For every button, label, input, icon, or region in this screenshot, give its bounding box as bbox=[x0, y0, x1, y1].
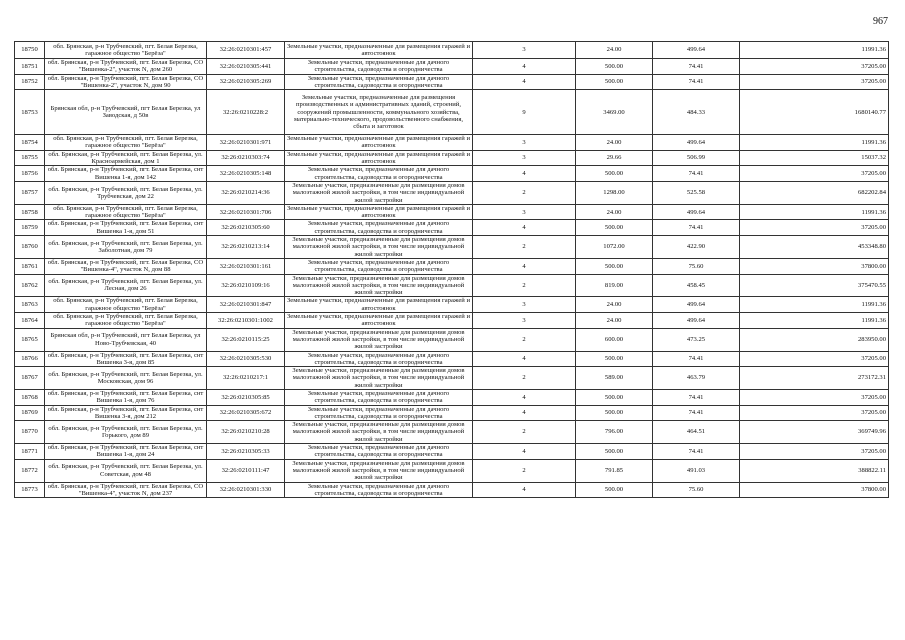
specific-value-cell: 499.64 bbox=[653, 42, 740, 59]
row-number: 18761 bbox=[15, 258, 45, 274]
specific-value-cell: 491.03 bbox=[653, 459, 740, 482]
table-row bbox=[15, 42, 889, 59]
cadastral-number-cell: 32:26:0210305:33 bbox=[207, 444, 285, 460]
cadastral-value-cell: 37205.00 bbox=[740, 59, 889, 75]
land-use-cell: Земельные участки, предназначенные для дачного строительства, садоводства и огородничества bbox=[285, 482, 473, 498]
cadastral-value-cell: 273172.31 bbox=[740, 367, 889, 390]
table-row bbox=[15, 482, 889, 498]
land-use-cell: Земельные участки, предназначенные для размещения гаражей и автостоянок bbox=[285, 42, 473, 59]
row-number: 18770 bbox=[15, 421, 45, 444]
use-group-cell: 3 bbox=[473, 150, 576, 166]
area-cell: 24.00 bbox=[576, 313, 653, 329]
address-cell: Брянская обл, р-н Трубчевский, пгт Белая Березка, ул Ново-Трубчевская, 40 bbox=[45, 328, 207, 351]
address-cell: обл. Брянская, р-н Трубчевский, пгт. Белая Березка, снт Вишенка 3-я, дом 85 bbox=[45, 351, 207, 367]
cadastral-number-cell: 32:26:0210305:441 bbox=[207, 59, 285, 75]
table-row bbox=[15, 274, 889, 297]
specific-value-cell: 74.41 bbox=[653, 166, 740, 182]
cadastral-value-cell: 37205.00 bbox=[740, 405, 889, 421]
specific-value-cell: 74.41 bbox=[653, 351, 740, 367]
specific-value-cell: 74.41 bbox=[653, 444, 740, 460]
row-number: 18764 bbox=[15, 313, 45, 329]
row-number: 18756 bbox=[15, 166, 45, 182]
use-group-cell: 4 bbox=[473, 405, 576, 421]
area-cell: 500.00 bbox=[576, 351, 653, 367]
area-cell: 500.00 bbox=[576, 74, 653, 90]
cadastral-value-cell: 37800.00 bbox=[740, 482, 889, 498]
specific-value-cell: 74.41 bbox=[653, 74, 740, 90]
land-registry-table bbox=[14, 41, 889, 498]
row-number: 18752 bbox=[15, 74, 45, 90]
address-cell: обл. Брянская, р-н Трубчевский, пгт. Белая Березка, гаражное общество "Берёза" bbox=[45, 42, 207, 59]
address-cell: обл. Брянская, р-н Трубчевский, пгт. Белая Березка, ул. Московская, дом 96 bbox=[45, 367, 207, 390]
use-group-cell: 4 bbox=[473, 444, 576, 460]
cadastral-number-cell: 32:26:0210228:2 bbox=[207, 90, 285, 135]
land-use-cell: Земельные участки, предназначенные для размещения домов малоэтажной жилой застройки, в том числе индивидуальной жилой застройки bbox=[285, 181, 473, 204]
row-number: 18772 bbox=[15, 459, 45, 482]
cadastral-number-cell: 32:26:0210305:530 bbox=[207, 351, 285, 367]
row-number: 18753 bbox=[15, 90, 45, 135]
cadastral-number-cell: 32:26:0210303:74 bbox=[207, 150, 285, 166]
land-use-cell: Земельные участки, предназначенные для размещения производственных и административных зданий, строений, сооружений промышленности, коммунального хозяйства, материально-технического, продовольственного снабжения, сбыта и заготовок bbox=[285, 90, 473, 135]
cadastral-number-cell: 32:26:0210214:36 bbox=[207, 181, 285, 204]
specific-value-cell: 463.79 bbox=[653, 367, 740, 390]
cadastral-number-cell: 32:26:0210111:47 bbox=[207, 459, 285, 482]
land-use-cell: Земельные участки, предназначенные для дачного строительства, садоводства и огородничества bbox=[285, 220, 473, 236]
specific-value-cell: 525.58 bbox=[653, 181, 740, 204]
cadastral-number-cell: 32:26:0210301:971 bbox=[207, 135, 285, 151]
specific-value-cell: 464.51 bbox=[653, 421, 740, 444]
specific-value-cell: 499.64 bbox=[653, 204, 740, 220]
address-cell: обл. Брянская, р-н Трубчевский, пгт. Белая Березка, гаражное общество "Берёза" bbox=[45, 297, 207, 313]
use-group-cell: 3 bbox=[473, 297, 576, 313]
use-group-cell: 4 bbox=[473, 59, 576, 75]
cadastral-value-cell: 11991.36 bbox=[740, 313, 889, 329]
table-row bbox=[15, 328, 889, 351]
land-use-cell: Земельные участки, предназначенные для размещения гаражей и автостоянок bbox=[285, 204, 473, 220]
cadastral-number-cell: 32:26:0210305:672 bbox=[207, 405, 285, 421]
cadastral-number-cell: 32:26:0210305:85 bbox=[207, 389, 285, 405]
area-cell: 500.00 bbox=[576, 166, 653, 182]
address-cell: обл. Брянская, р-н Трубчевский, пгт. Белая Березка, ул. Лесная, дом 26 bbox=[45, 274, 207, 297]
area-cell: 500.00 bbox=[576, 482, 653, 498]
area-cell: 796.00 bbox=[576, 421, 653, 444]
table-row bbox=[15, 389, 889, 405]
area-cell: 500.00 bbox=[576, 444, 653, 460]
specific-value-cell: 75.60 bbox=[653, 482, 740, 498]
land-use-cell: Земельные участки, предназначенные для размещения домов малоэтажной жилой застройки, в том числе индивидуальной жилой застройки bbox=[285, 236, 473, 259]
cadastral-value-cell: 37205.00 bbox=[740, 351, 889, 367]
land-use-cell: Земельные участки, предназначенные для дачного строительства, садоводства и огородничества bbox=[285, 444, 473, 460]
area-cell: 24.00 bbox=[576, 135, 653, 151]
cadastral-value-cell: 11991.36 bbox=[740, 204, 889, 220]
address-cell: обл. Брянская, р-н Трубчевский, пгт. Белая Березка, снт Вишенка 3-я, дом 212 bbox=[45, 405, 207, 421]
specific-value-cell: 499.64 bbox=[653, 297, 740, 313]
cadastral-value-cell: 682202.84 bbox=[740, 181, 889, 204]
area-cell: 500.00 bbox=[576, 220, 653, 236]
cadastral-number-cell: 32:26:0210217:1 bbox=[207, 367, 285, 390]
table-row bbox=[15, 181, 889, 204]
address-cell: обл. Брянская, р-н Трубчевский, пгт. Белая Березка, СО "Вишенка-2", участок N, дом 90 bbox=[45, 74, 207, 90]
row-number: 18766 bbox=[15, 351, 45, 367]
area-cell: 500.00 bbox=[576, 405, 653, 421]
page-number: 967 bbox=[873, 16, 888, 27]
table-row bbox=[15, 150, 889, 166]
cadastral-value-cell: 11991.36 bbox=[740, 42, 889, 59]
row-number: 18769 bbox=[15, 405, 45, 421]
cadastral-number-cell: 32:26:0210301:1002 bbox=[207, 313, 285, 329]
land-use-cell: Земельные участки, предназначенные для дачного строительства, садоводства и огородничества bbox=[285, 166, 473, 182]
address-cell: обл. Брянская, р-н Трубчевский, пгт. Белая Березка, гаражное общество "Берёза" bbox=[45, 204, 207, 220]
land-use-cell: Земельные участки, предназначенные для дачного строительства, садоводства и огородничества bbox=[285, 74, 473, 90]
land-use-cell: Земельные участки, предназначенные для дачного строительства, садоводства и огородничества bbox=[285, 59, 473, 75]
table-row bbox=[15, 90, 889, 135]
use-group-cell: 2 bbox=[473, 459, 576, 482]
table-row bbox=[15, 204, 889, 220]
row-number: 18765 bbox=[15, 328, 45, 351]
use-group-cell: 3 bbox=[473, 313, 576, 329]
row-number: 18755 bbox=[15, 150, 45, 166]
land-use-cell: Земельные участки, предназначенные для размещения гаражей и автостоянок bbox=[285, 297, 473, 313]
use-group-cell: 4 bbox=[473, 166, 576, 182]
specific-value-cell: 422.90 bbox=[653, 236, 740, 259]
land-use-cell: Земельные участки, предназначенные для размещения домов малоэтажной жилой застройки, в том числе индивидуальной жилой застройки bbox=[285, 274, 473, 297]
land-use-cell: Земельные участки, предназначенные для размещения гаражей и автостоянок bbox=[285, 313, 473, 329]
area-cell: 1072.00 bbox=[576, 236, 653, 259]
use-group-cell: 4 bbox=[473, 220, 576, 236]
use-group-cell: 2 bbox=[473, 181, 576, 204]
table-row bbox=[15, 258, 889, 274]
use-group-cell: 2 bbox=[473, 367, 576, 390]
table-body bbox=[15, 42, 889, 498]
specific-value-cell: 473.25 bbox=[653, 328, 740, 351]
cadastral-number-cell: 32:26:0210301:161 bbox=[207, 258, 285, 274]
table-row bbox=[15, 367, 889, 390]
cadastral-value-cell: 369749.96 bbox=[740, 421, 889, 444]
use-group-cell: 2 bbox=[473, 236, 576, 259]
specific-value-cell: 506.99 bbox=[653, 150, 740, 166]
cadastral-number-cell: 32:26:0210213:14 bbox=[207, 236, 285, 259]
cadastral-number-cell: 32:26:0210301:847 bbox=[207, 297, 285, 313]
area-cell: 500.00 bbox=[576, 59, 653, 75]
cadastral-value-cell: 37205.00 bbox=[740, 389, 889, 405]
area-cell: 500.00 bbox=[576, 258, 653, 274]
table-row bbox=[15, 59, 889, 75]
cadastral-value-cell: 37205.00 bbox=[740, 444, 889, 460]
use-group-cell: 3 bbox=[473, 135, 576, 151]
table-row bbox=[15, 351, 889, 367]
cadastral-number-cell: 32:26:0210115:25 bbox=[207, 328, 285, 351]
cadastral-number-cell: 32:26:0210305:148 bbox=[207, 166, 285, 182]
land-use-cell: Земельные участки, предназначенные для дачного строительства, садоводства и огородничества bbox=[285, 351, 473, 367]
cadastral-value-cell: 388822.11 bbox=[740, 459, 889, 482]
specific-value-cell: 74.41 bbox=[653, 220, 740, 236]
area-cell: 3469.00 bbox=[576, 90, 653, 135]
cadastral-number-cell: 32:26:0210301:706 bbox=[207, 204, 285, 220]
area-cell: 791.85 bbox=[576, 459, 653, 482]
address-cell: обл. Брянская, р-н Трубчевский, пгт. Белая Березка, гаражное общество "Берёза" bbox=[45, 135, 207, 151]
use-group-cell: 2 bbox=[473, 421, 576, 444]
address-cell: обл. Брянская, р-н Трубчевский, пгт. Белая Березка, снт Вишенка 1-я, дом 76 bbox=[45, 389, 207, 405]
specific-value-cell: 458.45 bbox=[653, 274, 740, 297]
row-number: 18751 bbox=[15, 59, 45, 75]
address-cell: обл. Брянская, р-н Трубчевский, пгт. Белая Березка, ул. Трубчевская, дом 22 bbox=[45, 181, 207, 204]
cadastral-value-cell: 37205.00 bbox=[740, 74, 889, 90]
row-number: 18758 bbox=[15, 204, 45, 220]
row-number: 18773 bbox=[15, 482, 45, 498]
cadastral-number-cell: 32:26:0210305:269 bbox=[207, 74, 285, 90]
cadastral-value-cell: 283950.00 bbox=[740, 328, 889, 351]
address-cell: обл. Брянская, р-н Трубчевский, пгт. Белая Березка, ул. Красноармейская, дом 1 bbox=[45, 150, 207, 166]
specific-value-cell: 74.41 bbox=[653, 389, 740, 405]
cadastral-number-cell: 32:26:0210210:28 bbox=[207, 421, 285, 444]
cadastral-value-cell: 15037.32 bbox=[740, 150, 889, 166]
cadastral-number-cell: 32:26:0210301:330 bbox=[207, 482, 285, 498]
land-use-cell: Земельные участки, предназначенные для дачного строительства, садоводства и огородничества bbox=[285, 389, 473, 405]
table-row bbox=[15, 236, 889, 259]
use-group-cell: 2 bbox=[473, 274, 576, 297]
table-row bbox=[15, 220, 889, 236]
area-cell: 29.66 bbox=[576, 150, 653, 166]
row-number: 18767 bbox=[15, 367, 45, 390]
table-row bbox=[15, 421, 889, 444]
row-number: 18754 bbox=[15, 135, 45, 151]
address-cell: обл. Брянская, р-н Трубчевский, пгт. Белая Березка, СО "Вишенка-4", участок N, дом 237 bbox=[45, 482, 207, 498]
area-cell: 1298.00 bbox=[576, 181, 653, 204]
table-row bbox=[15, 297, 889, 313]
land-use-cell: Земельные участки, предназначенные для размещения домов малоэтажной жилой застройки, в том числе индивидуальной жилой застройки bbox=[285, 367, 473, 390]
row-number: 18762 bbox=[15, 274, 45, 297]
use-group-cell: 4 bbox=[473, 74, 576, 90]
address-cell: Брянская обл, р-н Трубчевский, пгт Белая Березка, ул Заводская, д 50в bbox=[45, 90, 207, 135]
cadastral-number-cell: 32:26:0210301:457 bbox=[207, 42, 285, 59]
row-number: 18757 bbox=[15, 181, 45, 204]
specific-value-cell: 499.64 bbox=[653, 313, 740, 329]
use-group-cell: 9 bbox=[473, 90, 576, 135]
table-row bbox=[15, 135, 889, 151]
address-cell: обл. Брянская, р-н Трубчевский, пгт. Белая Березка, СО "Вишенка-4", участок N, дом 88 bbox=[45, 258, 207, 274]
land-use-cell: Земельные участки, предназначенные для размещения гаражей и автостоянок bbox=[285, 135, 473, 151]
table-row bbox=[15, 444, 889, 460]
cadastral-value-cell: 1680140.77 bbox=[740, 90, 889, 135]
row-number: 18759 bbox=[15, 220, 45, 236]
land-use-cell: Земельные участки, предназначенные для дачного строительства, садоводства и огородничества bbox=[285, 258, 473, 274]
cadastral-value-cell: 37800.00 bbox=[740, 258, 889, 274]
land-use-cell: Земельные участки, предназначенные для размещения домов малоэтажной жилой застройки, в том числе индивидуальной жилой застройки bbox=[285, 459, 473, 482]
cadastral-value-cell: 11991.36 bbox=[740, 135, 889, 151]
specific-value-cell: 74.41 bbox=[653, 59, 740, 75]
address-cell: обл. Брянская, р-н Трубчевский, пгт. Белая Березка, СО "Вишенка-2", участок N, дом 260 bbox=[45, 59, 207, 75]
area-cell: 500.00 bbox=[576, 389, 653, 405]
area-cell: 24.00 bbox=[576, 42, 653, 59]
row-number: 18771 bbox=[15, 444, 45, 460]
table-row bbox=[15, 405, 889, 421]
use-group-cell: 4 bbox=[473, 258, 576, 274]
land-use-cell: Земельные участки, предназначенные для размещения домов малоэтажной жилой застройки, в том числе индивидуальной жилой застройки bbox=[285, 328, 473, 351]
land-use-cell: Земельные участки, предназначенные для дачного строительства, садоводства и огородничества bbox=[285, 405, 473, 421]
table-row bbox=[15, 459, 889, 482]
row-number: 18768 bbox=[15, 389, 45, 405]
area-cell: 589.00 bbox=[576, 367, 653, 390]
address-cell: обл. Брянская, р-н Трубчевский, пгт. Белая Березка, ул. Заболотная, дом 79 bbox=[45, 236, 207, 259]
use-group-cell: 3 bbox=[473, 42, 576, 59]
specific-value-cell: 499.64 bbox=[653, 135, 740, 151]
area-cell: 819.00 bbox=[576, 274, 653, 297]
cadastral-number-cell: 32:26:0210305:60 bbox=[207, 220, 285, 236]
address-cell: обл. Брянская, р-н Трубчевский, пгт. Белая Березка, ул. Горького, дом 89 bbox=[45, 421, 207, 444]
use-group-cell: 2 bbox=[473, 328, 576, 351]
table-row bbox=[15, 74, 889, 90]
row-number: 18750 bbox=[15, 42, 45, 59]
address-cell: обл. Брянская, р-н Трубчевский, пгт. Белая Березка, снт Вишенка 1-я, дом 142 bbox=[45, 166, 207, 182]
table-row bbox=[15, 166, 889, 182]
area-cell: 24.00 bbox=[576, 297, 653, 313]
land-use-cell: Земельные участки, предназначенные для размещения домов малоэтажной жилой застройки, в том числе индивидуальной жилой застройки bbox=[285, 421, 473, 444]
land-use-cell: Земельные участки, предназначенные для размещения гаражей и автостоянок bbox=[285, 150, 473, 166]
use-group-cell: 4 bbox=[473, 482, 576, 498]
area-cell: 24.00 bbox=[576, 204, 653, 220]
table-row bbox=[15, 313, 889, 329]
use-group-cell: 4 bbox=[473, 351, 576, 367]
cadastral-number-cell: 32:26:0210109:16 bbox=[207, 274, 285, 297]
address-cell: обл. Брянская, р-н Трубчевский, пгт. Белая Березка, снт Вишенка 1-я, дом 51 bbox=[45, 220, 207, 236]
cadastral-value-cell: 37205.00 bbox=[740, 166, 889, 182]
cadastral-value-cell: 453348.80 bbox=[740, 236, 889, 259]
use-group-cell: 3 bbox=[473, 204, 576, 220]
address-cell: обл. Брянская, р-н Трубчевский, пгт. Белая Березка, гаражное общество "Берёза" bbox=[45, 313, 207, 329]
address-cell: обл. Брянская, р-н Трубчевский, пгт. Белая Березка, снт Вишенка 1-я, дом 24 bbox=[45, 444, 207, 460]
row-number: 18760 bbox=[15, 236, 45, 259]
use-group-cell: 4 bbox=[473, 389, 576, 405]
specific-value-cell: 75.60 bbox=[653, 258, 740, 274]
specific-value-cell: 484.33 bbox=[653, 90, 740, 135]
row-number: 18763 bbox=[15, 297, 45, 313]
cadastral-value-cell: 11991.36 bbox=[740, 297, 889, 313]
specific-value-cell: 74.41 bbox=[653, 405, 740, 421]
cadastral-value-cell: 37205.00 bbox=[740, 220, 889, 236]
cadastral-value-cell: 375470.55 bbox=[740, 274, 889, 297]
area-cell: 600.00 bbox=[576, 328, 653, 351]
address-cell: обл. Брянская, р-н Трубчевский, пгт. Белая Березка, ул. Советская, дом 48 bbox=[45, 459, 207, 482]
